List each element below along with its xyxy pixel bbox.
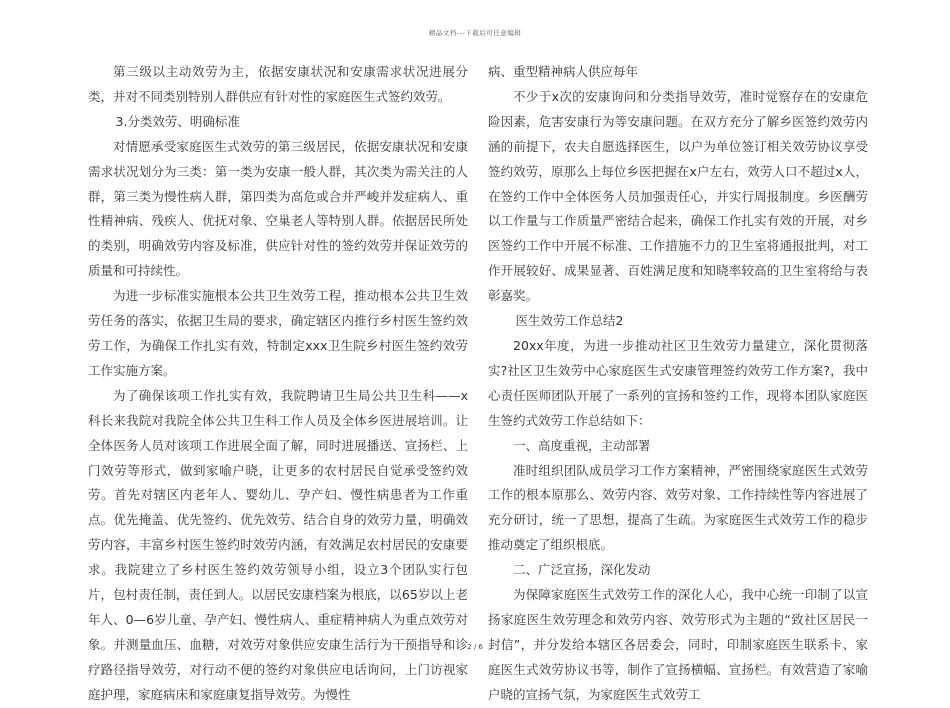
paragraph: 为保障家庭医生式效劳工作的深化人心，我中心统一印制了以宣扬家庭医生效劳理念和效劳内容、效劳形式为主题的“致社区居民一封信”，并分发给本辖区各居委会，同时，印制家庭医生联系卡、家庭医生式效劳协议书等，制作了宣扬横幅、宣扬栏。有效营造了家喻户晓的宣扬气氛，为家庭医生式效劳工 [488, 587, 868, 702]
paragraph: 为了确保该项工作扎实有效，我院聘请卫生局公共卫生科——x科长来我院对我院全体公共卫生科工作人员及全体乡医进展培训。让全体医务人员对该项工作进展全面了解，同时进展播送、宣扬栏、上门效劳等形式，做到家喻户晓，让更多的农村居民自觉承受签约效劳。首先对辖区内老年人、婴幼儿、孕产妇、慢性病患者为工作重点。优先掩盖、优先签约、优先效劳、结合自身的效劳力量，明确效劳内容，丰富乡村医生签约时效劳内涵，有效满足农村居民的安康要求。我院建立了乡村医生签约效劳领导小组，设立3个团队实行包片，包村责任制，责任到人。以居民安康档案为根底，以65岁以上老年人、0—6岁儿童、孕产妇、慢性病人、重症精神病人为重点效劳对象。并测量血压、血糖，对效劳对象供应安康生活行为干预指导和诊疗路径指导效劳，对行动不便的签约对象供应电话询问，上门访视家庭护理，家庭病床和家庭康复指导效劳。为慢性 [88, 387, 468, 702]
subsection-heading: 二、广泛宣扬，深化发动 [513, 562, 651, 578]
paragraph: 不少于x次的安康询问和分类指导效劳，准时觉察存在的安康危险因素，危害安康行为等安康问题。在双方充分了解乡医签约效劳内涵的前提下，农夫自愿选择医生，以户为单位签订相关效劳协议享受签约效劳，原那么上每位乡医把握在x户左右，效劳人口不超过x人，在签约工作中全体医务人员加强责任心，并实行周报制度。乡医酬劳以工作量与工作质量严密结合起来，确保工作扎实有效的开展，对乡医签约工作中开展不标准、工作措施不力的卫生室将通报批判，对工作开展较好、成果显著、百姓满足度和知晓率较高的卫生室将给与表彰嘉奖。 [488, 88, 868, 304]
paragraph: 准时组织团队成员学习工作方案精神，严密围绕家庭医生式效劳工作的根本原那么、效劳内容、效劳对象、工作持续性等内容进展了充分研讨，统一了思想，提高了生疏。为家庭医生式效劳工作的稳步推动奠定了组织根底。 [488, 462, 868, 553]
paragraph: 为进一步标准实施根本公共卫生效劳工程，推动根本公共卫生效劳任务的落实，依据卫生局的要求，确定辖区内推行乡村医生签约效劳工作，为确保工作扎实有效，特制定xxx卫生院乡村医生签约效劳工作实施方案。 [88, 288, 468, 378]
page-number: 2 / 6 [467, 643, 483, 651]
left-column [88, 60, 468, 708]
section-heading: 医生效劳工作总结2 [515, 313, 624, 329]
paragraph-continued: 病、重型精神病人供应每年 [488, 64, 639, 79]
section-heading: 3.分类效劳、明确标准 [115, 113, 240, 129]
paragraph: 20xx年度，为进一步推动社区卫生效劳力量建立，深化贯彻落实?社区卫生效劳中心家庭医生式安康管理签约效劳工作方案?，我中心责任医师团队开展了一系列的宣扬和签约工作，现将本团队家庭医生签约式效劳工作总结如下： [488, 337, 868, 428]
paragraph: 对情愿承受家庭医生式效劳的第三级居民，依据安康状况和安康需求状况划分为三类：第一类为安康一般人群，其次类为需关注的人群，第三类为慢性病人群，第四类为高危或合并严峻并发症病人、重性精神病、残疾人、优抚对象、空巢老人等特别人群。依据居民所处的类别，明确效劳内容及标准，供应针对性的签约效劳并保证效劳的质量和可持续性。 [88, 138, 468, 279]
right-column [488, 60, 868, 708]
paragraph: 第三级以主动效劳为主，依据安康状况和安康需求状况进展分类，并对不同类别特别人群供应有针对性的家庭医生式签约效劳。 [88, 64, 468, 104]
subsection-heading: 一、高度重视，主动部署 [513, 437, 651, 453]
page-header: 精品文档---下载后可任意编辑 [428, 29, 522, 37]
